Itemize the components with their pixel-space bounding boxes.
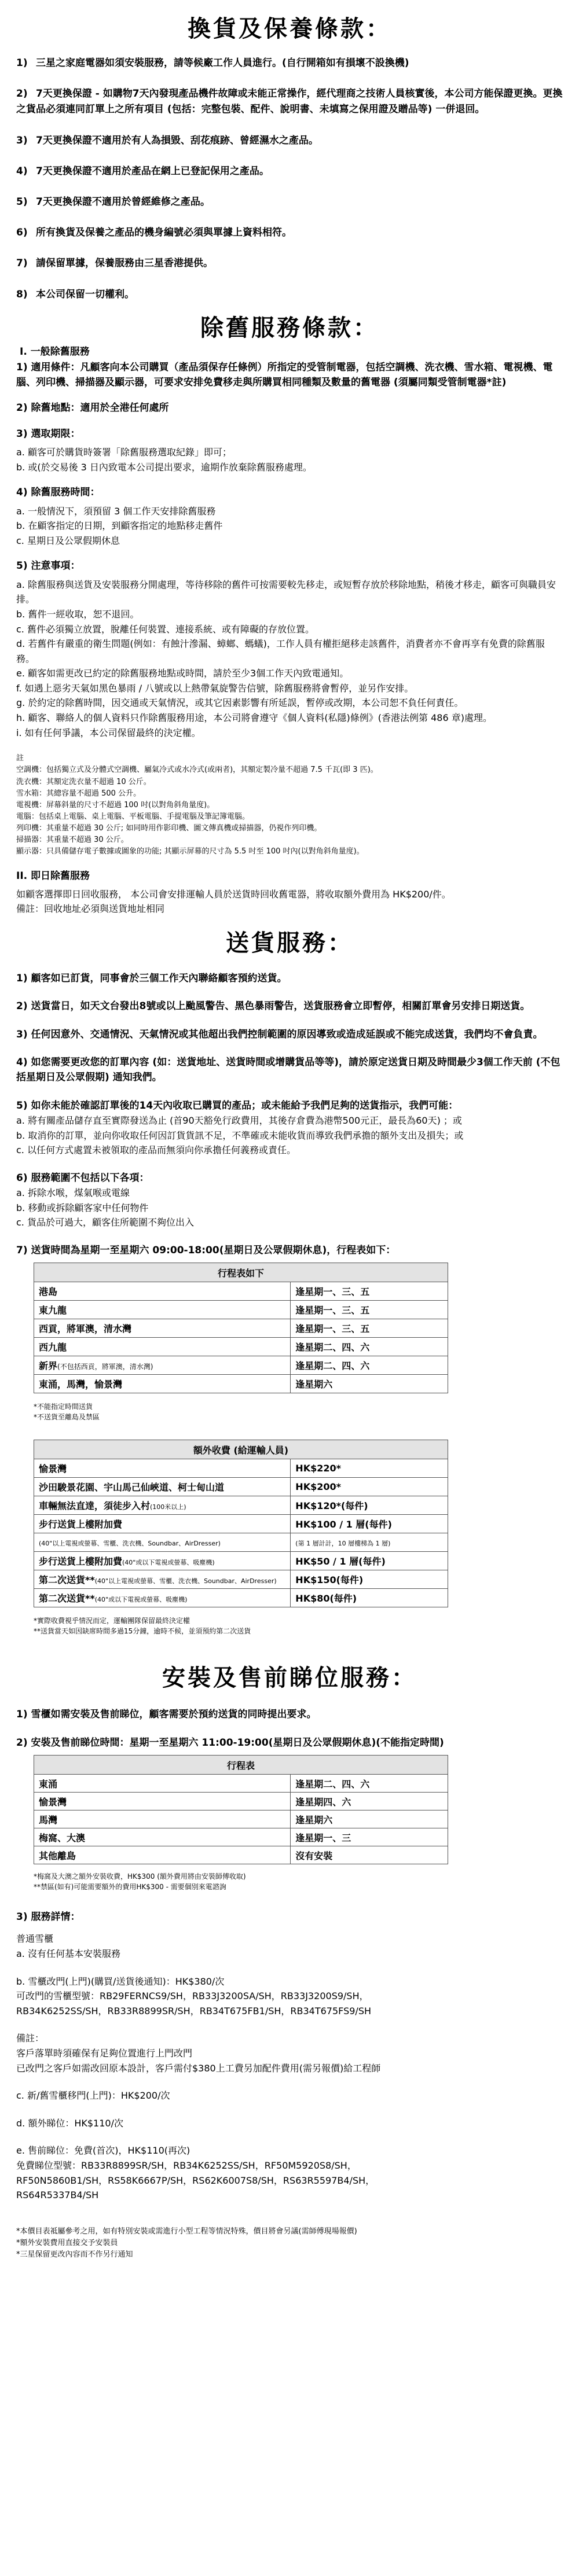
install-title: 安裝及售前睇位服務： [162,1665,417,1692]
recycle-line: g. 於約定的除舊時間，因交通或天氣情況，或其它因素影響有所延誤，暫停或改期，本公司恕不負任何責任。 [16,697,464,709]
recycle-block [16,360,563,391]
recycle-line: a. 除舊服務與送貨及安裝服務分開處理，等待移除的舊件可按需要較先移走，或短暫存放於移除地點，稍後才移走，顧客可與職員安排。 [16,579,556,605]
recycle-line: a. 一般情況下，須預留 3 個工作天安排除舊服務 [16,505,216,517]
recycle-block [16,558,563,740]
detail-line: e. 售前睇位：免費(首次)，HK$110(再次) [16,2145,190,2157]
warranty-item: 3) 7天更換保證不適用於有人為損毀、刮花痕跡、曾經濕水之產品。 [16,134,318,146]
schedule-note: *不能指定時間送貨 [34,1403,93,1411]
delivery-item-head: 6) 服務範圍不包括以下各項： [16,1172,149,1184]
recycle-block [16,400,563,415]
delivery-item: 4) 如您需要更改您的訂單內容 (如：送貨地址、送貨時間或增購貨品等等)，請於原定送貨日期及時間最少3個工作天前 (不包括星期日及公眾假期) 通知我們。 [16,1057,560,1084]
fine-note: 雪水箱：其總容量不超過 500 公升。 [16,789,141,798]
same-day-recycle [16,869,563,917]
fine-note: 洗衣機：其額定洗衣量不超過 10 公斤。 [16,777,151,786]
delivery-item: 3) 任何因意外、交通情況、天氣情況或其他超出我們控制範圍的原因導致或造成延誤或不能完成送貨，我們均不會負責。 [16,1028,543,1040]
delivery-sub: c. 貨品於可過大，顧客住所範圍不夠位出入 [16,1217,194,1228]
fine-note: 註 [16,754,24,763]
warranty-item: 7) 請保留單據，保養服務由三星香港提供。 [16,257,213,270]
detail-line: b. 雪櫃改門(上門)(購買/送貨後通知)：HK$380/次 [16,1975,225,1987]
table-row: 新界(不包括西貢，將軍澳，清水灣) 逢星期二、四、六 [34,1356,448,1375]
table-row: 港島 逢星期一、三、五 [34,1282,448,1301]
fine-note: 空調機：包括獨立式及分體式空調機、屬氣冷式或水冷式(或兩者)，其額定製冷量不超過 7.5 千瓦(即 3 匹)。 [16,766,378,775]
detail-line: RS64R5337B4/SH [16,2189,99,2201]
recycle-title: 除舊服務條款： [200,314,379,341]
fine-note: 顯示器：只具備儲存電子數據或圖象的功能; 其顯示屏幕的尺寸為 5.5 吋至 100 吋內(以對角斜角量度)。 [16,847,364,856]
warranty-item: 8) 本公司保留一切權利。 [16,288,134,300]
schedule-note: *不送貨至離島及禁區 [34,1413,100,1422]
recycle-block-head: 2) 除舊地點：適用於全港任何處所 [16,402,169,414]
recycle-block [16,485,563,548]
final-note: *三星保留更改內容而不作另行通知 [16,2250,133,2259]
detail-line: RB34K6252SS/SH，RB33R8899SR/SH，RB34T675FB1/SH，RB34T675FS9/SH [16,2005,372,2016]
area-note: *梅窩及大澳之額外安裝收費，HK$300 (額外費用將由安裝師傅收取) [34,1872,246,1881]
install-item: 2) 安裝及售前睇位時間：星期一至星期六 11:00-19:00(星期日及公眾假期休息)(不能指定時間) [16,1736,444,1749]
table-row: 其他離島 沒有安裝 [34,1846,448,1864]
delivery-title: 送貨服務： [226,930,353,957]
recycle-line: d. 若舊件有嚴重的衛生問題(例如：有蝕汁滲漏、蟑螂、螞蟻)，工作人員有權拒絕移走該舊件，消費者亦不會再享有免費的除舊服務。 [16,638,545,664]
detail-line: 普通雪櫃 [16,1933,54,1945]
recycle-block-head: 3) 選取期限： [16,428,80,440]
delivery-item-head: 5) 如你未能於確認訂單後的14天內收取已購買的產品；或未能給予我們足夠的送貨指示，我們可能： [16,1099,459,1112]
warranty-item: 6) 所有換貨及保養之產品的機身編號必須與單據上資料相符。 [16,227,292,239]
install-details [16,1931,563,2202]
warranty-item: 5) 7天更換保證不適用於曾經維修之產品。 [16,196,210,208]
section-ii-title: II. 即日除舊服務 [16,870,90,882]
table-row: 東涌 逢星期二、四、六 [34,1775,448,1793]
detail-line: 可改門的雪櫃型號：RB29FERNCS9/SH，RB33J3200SA/SH，RB33J3200S9/SH， [16,1990,369,2002]
delivery-item: 2) 送貨當日，如天文台發出8號或以上颱風警告、黑色暴雨警告，送貨服務會立即暫停，相關訂單會另安排日期送貨。 [16,1000,530,1013]
recycle-line: f. 如遇上惡劣天氣如黑色暴雨 / 八號或以上熱帶氣旋警告信號，除舊服務將會暫停，並另作安排。 [16,682,414,694]
delivery-schedule-table [34,1263,448,1393]
table-row: 東九龍 逢星期一、三、五 [34,1301,448,1319]
fee-note: *實際收費視乎情況而定，運輸團隊保留最終決定權 [34,1617,190,1625]
table-row: 西九龍 逢星期二、四、六 [34,1338,448,1356]
recycle-line: b. 或(於交易後 3 日內致電本公司提出要求，逾期作放棄除舊服務處理。 [16,461,312,473]
delivery-sub: a. 將有關產品儲存直至實際發送為止 (首90天豁免行政費用，其後存倉費為港幣500元正，最長為60天) ；或 [16,1115,462,1127]
fine-note: 電腦：包括桌上電腦、桌上電腦、平板電腦、手提電腦及筆記簿電腦。 [16,812,250,821]
table-row: 馬灣 逢星期六 [34,1810,448,1828]
table-row: 第二次送貨**(40"或以下電視或螢幕、吸塵機) HK$80(每件) [34,1589,448,1607]
table-row: 步行送貨上樓附加費(40"或以下電視或螢幕、吸塵機) HK$50 / 1 層(每件) [34,1552,448,1570]
table-row: 愉景灣 HK$220* [34,1459,448,1478]
recycle-block-head: 5) 注意事項： [16,560,80,572]
recycle-fine-notes [16,753,563,858]
recycle-line: c. 舊件必須獨立放置，脫離任何裝置、連接系統、或有障礙的存放位置。 [16,623,314,635]
fine-note: 列印機：其重量不超過 30 公斤; 如同時用作影印機、圖文傳真機或掃描器，仍視作列印機。 [16,824,322,833]
fee-note: **送貨當天如因缺席時間多過15分鐘，逾時不候，並須預約第二次送貨 [34,1627,251,1636]
recycle-section-i: I. 一般除舊服務 [20,345,90,358]
recycle-line: c. 星期日及公眾假期休息 [16,535,120,546]
area-note: **禁區(如有)可能需要額外的費用HK$300 - 需要個別來電諮詢 [34,1883,226,1891]
recycle-line: e. 顧客如需更改已約定的除舊服務地點或時間，請於至少3個工作天內致電通知。 [16,668,349,679]
detail-line: 客戶落單時須確保有足夠位置進行上門改門 [16,2047,193,2059]
detail-line: c. 新/舊雪櫃移門(上門)：HK$200/次 [16,2090,170,2102]
table-row: 沙田駿景花園、宇山馬己仙峽道、柯士甸山道 HK$200* [34,1478,448,1496]
install-item: 1) 雪櫃如需安裝及售前睇位，顧客需要於預約送貨的同時提出要求。 [16,1709,317,1721]
install-area-table [34,1755,448,1864]
detail-line: RF50N5860B1/SH，RS58K6667P/SH，RS62K6007S8/SH，RS63R5597B4/SH， [16,2174,375,2186]
table-row: 第二次送貨**(40"以上電視或螢幕、雪櫃、洗衣機、Soundbar、AirDresser) HK$150(每件) [34,1570,448,1589]
recycle-block-head: 1) 適用條件：凡顧客向本公司購買（產品須保存任條例）所指定的受管制電器，包括空調機、洗衣機、雪水箱、電視機、電腦、列印機、掃描器及顯示器，可要求安排免費移走與所購買相同種類及數量的舊電器 (須屬同類受管制電器*註) [16,361,553,389]
detail-line: 免費睇位型號：RB33R8899SR/SH，RB34K6252SS/SH，RF50M5920S8/SH， [16,2159,357,2171]
warranty-item: 4) 7天更換保證不適用於產品在網上已登記保用之產品。 [16,165,269,177]
fine-note: 電視機：屏幕斜量的尺寸不超過 100 吋(以對角斜角量度)。 [16,800,215,809]
area-header: 行程表 [34,1756,448,1775]
section-ii-line: 如顧客選擇即日回收服務， 本公司會安排運輸人員於送貨時回收舊電器，將收取額外費用為 HK$200/件。 [16,888,451,900]
recycle-block [16,426,563,475]
delivery-item: 7) 送貨時間為星期一至星期六 09:00-18:00(星期日及公眾假期休息)，行程表如下： [16,1245,396,1257]
detail-line: d. 額外睇位：HK$110/次 [16,2117,123,2129]
install-details-title: 3) 服務詳情： [16,1911,80,1923]
extra-fee-table [34,1440,448,1607]
final-note: *額外安裝費用直接交予安裝員 [16,2238,118,2247]
delivery-item [16,1098,563,1158]
delivery-item: 1) 顧客如已訂貨，同事會於三個工作天內聯絡顧客預約送貨。 [16,973,287,985]
table-row: (40"以上電視或螢幕、雪櫃、洗衣機、Soundbar、AirDresser) (第 1 層計計，10 層樓梯為 1 層) [34,1533,448,1552]
fee-header: 額外收費 (給運輸人員) [34,1440,448,1459]
delivery-sub: b. 取消你的訂單，並向你收取任何因訂貨貨訊不足，不準確或未能收貨而導致我們承擔的額外支出及損失；或 [16,1129,464,1141]
final-note: *本價目表祗屬參考之用，如有特別安裝或需進行小型工程等情況特殊，價目將會另議(需師傅現場報價) [16,2227,357,2236]
recycle-line: h. 顧客、聯絡人的個人資料只作除舊服務用途，本公司將會遵守《個人資料(私隱)條例》(香港法例第 486 章)處理。 [16,712,492,724]
recycle-block-head: 4) 除舊服務時間： [16,487,100,499]
table-row: 車輛無法直達，須徒步入村(100米以上) HK$120*(每件) [34,1496,448,1515]
detail-line: 已改門之客戶如需改回原本設計，客戶需付$380上工費另加配件費用(需另報價)給工程師 [16,2062,381,2074]
table-row: 東涌，馬灣，愉景灣 逢星期六 [34,1375,448,1393]
delivery-sub: c. 以任何方式處置未被領取的產品而無須向你承擔任何義務或責任。 [16,1145,296,1156]
delivery-sub: b. 移動或拆除顧客家中任何物件 [16,1202,149,1213]
detail-line: 備註： [16,2033,45,2044]
recycle-line: b. 在顧客指定的日期，到顧客指定的地點移走舊件 [16,520,223,532]
fine-note: 掃描器：其重量不超過 30 公斤。 [16,836,129,845]
warranty-title: 換貨及保養條款： [188,16,391,42]
table-row: 愉景灣 逢星期四、六 [34,1793,448,1810]
schedule-header: 行程表如下 [34,1263,448,1282]
recycle-line: i. 如有任何爭議，本公司保留最終的決定權。 [16,727,201,738]
table-row: 步行送貨上樓附加費 HK$100 / 1 層(每件) [34,1515,448,1533]
table-row: 西貢，將軍澳，清水灣 逢星期一、三、五 [34,1319,448,1338]
delivery-item [16,1171,563,1230]
table-row: 梅窩、大澳 逢星期一、三 [34,1828,448,1846]
warranty-item: 2) 7天更換保證 - 如購物7天內發現產品機件故障或未能正常操作，經代理商之技術人員核實後，本公司方能保證更換。更換之貨品必須連同訂單上之所有項目 (包括：完整包裝、配件、說明書、未填寫之保用證及贈品等) 一併退回。 [16,88,563,116]
recycle-line: a. 顧客可於購貨時簽署「除舊服務選取紀錄」即可； [16,447,232,458]
delivery-sub: a. 拆除水喉，煤氣喉或電線 [16,1187,130,1199]
detail-line: a. 沒有任何基本安裝服務 [16,1948,120,1959]
section-ii-line: 備註：回收地址必須與送貨地址相同 [16,903,165,915]
final-notes [16,2226,563,2261]
warranty-item: 1) 三星之家庭電器如須安裝服務，請等候廠工作人員進行。(自行開箱如有損壞不設換機) [16,57,409,69]
warranty-list [16,56,563,303]
recycle-line: b. 舊件一經收取，恕不退回。 [16,608,140,620]
